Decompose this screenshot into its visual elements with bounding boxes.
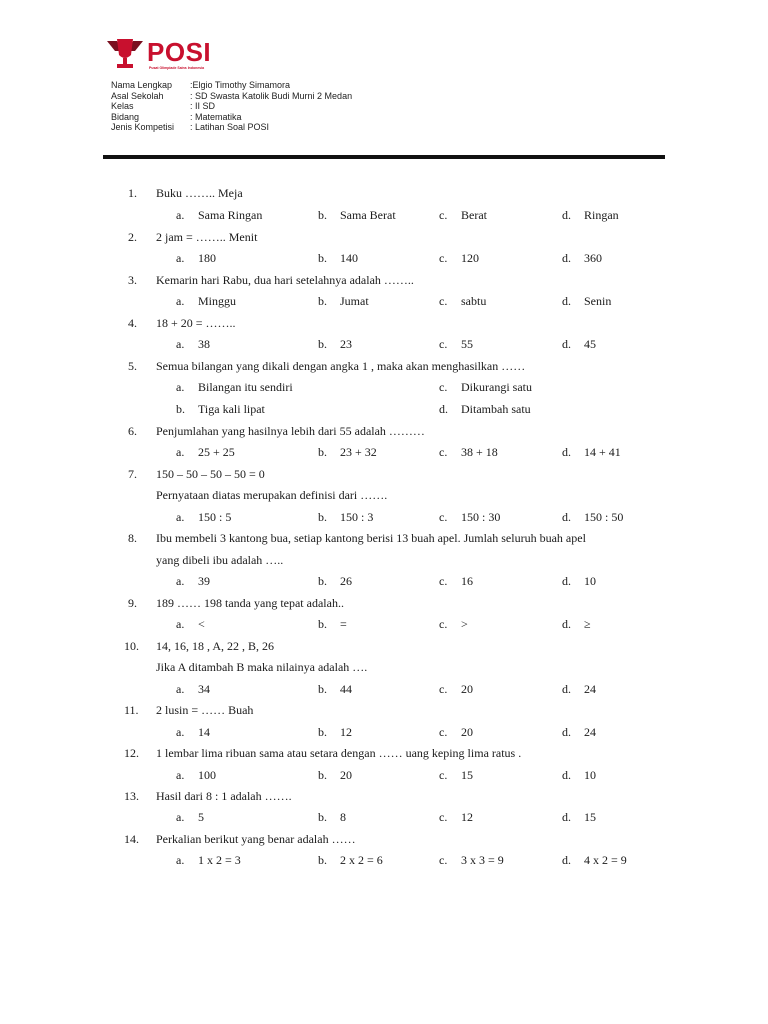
info-row-school bbox=[111, 91, 352, 102]
question-number: 11. bbox=[124, 703, 139, 717]
option-a: a. Minggu bbox=[176, 294, 237, 308]
logo-wordmark: POSI bbox=[147, 37, 212, 67]
option-a: a. Bilangan itu sendiri bbox=[176, 380, 293, 394]
question-number: 12. bbox=[124, 746, 139, 760]
question-number: 4. bbox=[128, 316, 137, 330]
info-row-name bbox=[111, 80, 352, 91]
question-number: 3. bbox=[128, 273, 137, 287]
option-b: b. 23 bbox=[318, 337, 352, 351]
option-d: d. 360 bbox=[562, 251, 602, 265]
option-a: a. 1 x 2 = 3 bbox=[176, 853, 241, 867]
option-a: a. 39 bbox=[176, 574, 210, 588]
option-d: d. 24 bbox=[562, 682, 596, 696]
question-number: 1. bbox=[128, 186, 137, 200]
option-c: c. Berat bbox=[439, 208, 487, 222]
question-number: 10. bbox=[124, 639, 139, 653]
question-text: Kemarin hari Rabu, dua hari setelahnya adalah …….. bbox=[156, 273, 414, 287]
option-b: b. 8 bbox=[318, 810, 346, 824]
question-text: 2 jam = …….. Menit bbox=[156, 230, 258, 244]
option-a: a. 34 bbox=[176, 682, 210, 696]
info-value: : Matematika bbox=[190, 111, 242, 122]
info-value: : Latihan Soal POSI bbox=[190, 122, 270, 132]
question-text: Ibu membeli 3 kantong bua, setiap kantong berisi 13 buah apel. Jumlah seluruh buah apel bbox=[156, 531, 586, 545]
question-number: 7. bbox=[128, 467, 137, 481]
info-label: Bidang bbox=[111, 111, 140, 122]
question-text-line2: Pernyataan diatas merupakan definisi dari ……. bbox=[156, 488, 388, 502]
option-d: d. 24 bbox=[562, 725, 596, 739]
option-c: c. 20 bbox=[439, 682, 473, 696]
option-b: b. Tiga kali lipat bbox=[176, 402, 265, 416]
option-c: c. > bbox=[439, 617, 468, 631]
question-number: 9. bbox=[128, 596, 137, 610]
question-number: 5. bbox=[128, 359, 137, 373]
question-text: Buku …….. Meja bbox=[156, 186, 243, 200]
option-c: c. Dikurangi satu bbox=[439, 380, 532, 394]
option-a: a. Sama Ringan bbox=[176, 208, 263, 222]
option-c: c. 15 bbox=[439, 768, 473, 782]
info-row-competition bbox=[111, 122, 352, 133]
question-text: 150 – 50 – 50 – 50 = 0 bbox=[156, 467, 265, 481]
question-text: 2 lusin = …… Buah bbox=[156, 703, 254, 717]
info-label: Nama Lengkap bbox=[111, 80, 173, 90]
question-text: 14, 16, 18 , A, 22 , B, 26 bbox=[156, 639, 275, 653]
option-d: d. 10 bbox=[562, 574, 596, 588]
option-d: d. 150 : 50 bbox=[562, 510, 624, 524]
option-d: d. Ringan bbox=[562, 208, 619, 222]
option-d: d. Senin bbox=[562, 294, 612, 308]
question-text: 189 …… 198 tanda yang tepat adalah.. bbox=[156, 596, 344, 610]
question-number: 6. bbox=[128, 424, 137, 438]
question-number: 2. bbox=[128, 230, 137, 244]
option-c: c. 3 x 3 = 9 bbox=[439, 853, 504, 867]
option-c: c. 16 bbox=[439, 574, 473, 588]
question-text: Hasil dari 8 : 1 adalah ……. bbox=[156, 789, 292, 803]
option-a: a. 14 bbox=[176, 725, 210, 739]
option-a: a. 180 bbox=[176, 251, 216, 265]
option-b: b. 150 : 3 bbox=[318, 510, 374, 524]
info-value: :Elgio Timothy Simamora bbox=[190, 80, 291, 90]
info-value: : SD Swasta Katolik Budi Murni 2 Medan bbox=[190, 90, 353, 101]
info-value: : II SD bbox=[190, 101, 216, 111]
option-c: c. 55 bbox=[439, 337, 473, 351]
student-info bbox=[111, 80, 352, 133]
option-c: c. 12 bbox=[439, 810, 473, 824]
option-b: b. 20 bbox=[318, 768, 352, 782]
option-d: d. 14 + 41 bbox=[562, 445, 621, 459]
question-text: 1 lembar lima ribuan sama atau setara dengan …… uang keping lima ratus . bbox=[156, 746, 522, 760]
option-b: b. 44 bbox=[318, 682, 352, 696]
option-c: c. sabtu bbox=[439, 294, 487, 308]
option-c: c. 120 bbox=[439, 251, 479, 265]
option-d: d. 15 bbox=[562, 810, 596, 824]
option-b: b. = bbox=[318, 617, 347, 631]
question-text-line2: yang dibeli ibu adalah ….. bbox=[156, 553, 284, 567]
option-b: b. 12 bbox=[318, 725, 352, 739]
option-a: a. 100 bbox=[176, 768, 216, 782]
option-b: b. 26 bbox=[318, 574, 352, 588]
option-a: a. < bbox=[176, 617, 205, 631]
posi-logo bbox=[103, 37, 223, 77]
option-a: a. 38 bbox=[176, 337, 210, 351]
info-label: Kelas bbox=[111, 101, 134, 111]
option-b: b. 2 x 2 = 6 bbox=[318, 853, 383, 867]
option-c: c. 38 + 18 bbox=[439, 445, 498, 459]
option-a: a. 25 + 25 bbox=[176, 445, 235, 459]
info-row-subject bbox=[111, 112, 352, 123]
option-d: d. Ditambah satu bbox=[439, 402, 531, 416]
info-label: Asal Sekolah bbox=[111, 90, 164, 101]
option-d: d. 10 bbox=[562, 768, 596, 782]
option-b: b. Jumat bbox=[318, 294, 369, 308]
option-a: a. 5 bbox=[176, 810, 204, 824]
option-d: d. ≥ bbox=[562, 617, 591, 631]
option-c: c. 150 : 30 bbox=[439, 510, 501, 524]
question-number: 14. bbox=[124, 832, 139, 846]
option-d: d. 4 x 2 = 9 bbox=[562, 853, 627, 867]
question-text: Semua bilangan yang dikali dengan angka 1 , maka akan menghasilkan …… bbox=[156, 359, 526, 373]
option-c: c. 20 bbox=[439, 725, 473, 739]
question-text: Perkalian berikut yang benar adalah …… bbox=[156, 832, 356, 846]
header-divider bbox=[103, 155, 665, 159]
option-b: b. Sama Berat bbox=[318, 208, 396, 222]
question-text-line2: Jika A ditambah B maka nilainya adalah …. bbox=[156, 660, 368, 674]
option-a: a. 150 : 5 bbox=[176, 510, 232, 524]
trophy-icon bbox=[103, 37, 147, 73]
option-d: d. 45 bbox=[562, 337, 596, 351]
question-number: 8. bbox=[128, 531, 137, 545]
info-label: Jenis Kompetisi bbox=[111, 122, 175, 132]
option-b: b. 140 bbox=[318, 251, 358, 265]
question-number: 13. bbox=[124, 789, 139, 803]
option-b: b. 23 + 32 bbox=[318, 445, 377, 459]
question-text: Penjumlahan yang hasilnya lebih dari 55 adalah ……… bbox=[156, 424, 425, 438]
question-text: 18 + 20 = …….. bbox=[156, 316, 236, 330]
logo-tagline: Pusat Olimpiade Sains Indonesia bbox=[149, 66, 205, 70]
info-row-class bbox=[111, 101, 352, 112]
